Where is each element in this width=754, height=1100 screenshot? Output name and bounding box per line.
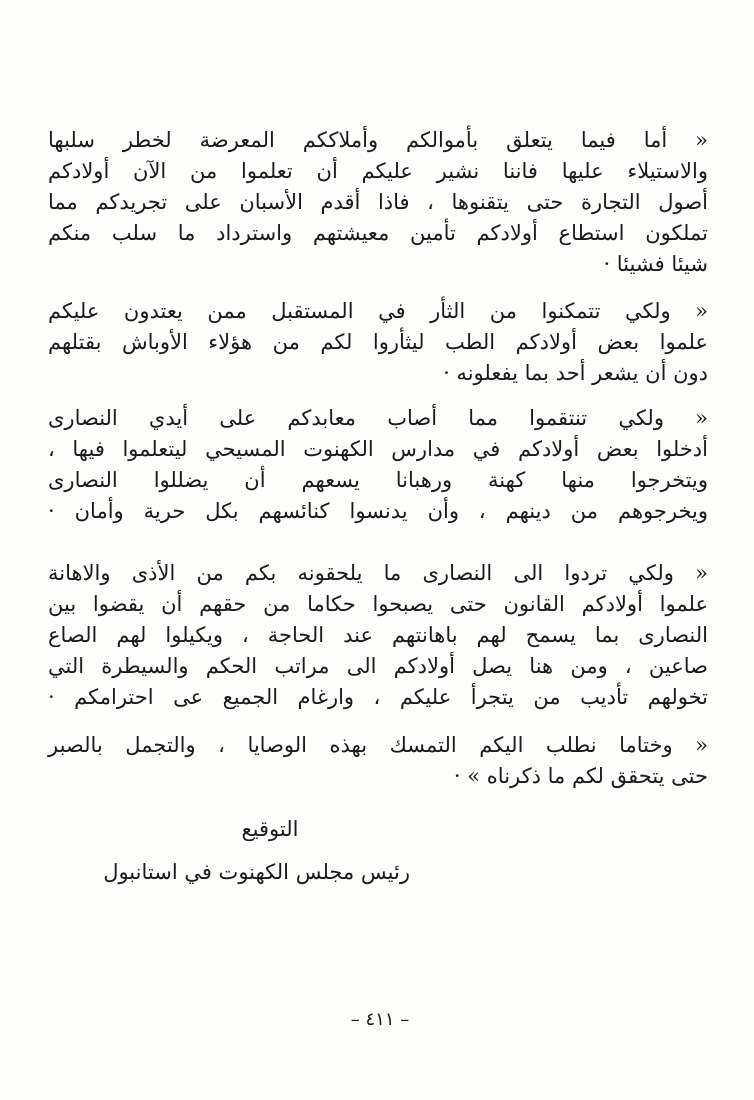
paragraph-1 [48, 125, 708, 280]
text-line: ويخرجوهم من دينهم ، وأن يدنسوا كنائسهم بكل حرية وأمان · [48, 499, 708, 523]
text-line: دون أن يشعر أحد بما يفعلونه · [443, 361, 708, 385]
text-line: تملكون استطاع أولادكم تأمين معيشتهم واسترداد ما سلب منكم [48, 221, 708, 245]
text-line: النصارى بما يسمح لهم باهانتهم عند الحاجة ، ويكيلوا لهم الصاع [48, 623, 708, 647]
text-line: « ولكي تردوا الى النصارى ما يلحقونه بكم من الأذى والاهانة [48, 561, 708, 585]
text-line: أصول التجارة حتى يتقنوها ، فاذا أقدم الأسبان على تجريدكم مما [48, 190, 708, 214]
text-line: « ولكي تتمكنوا من الثأر في المستقبل ممن يعتدون عليكم [48, 299, 708, 323]
text-line: « وختاما نطلب اليكم التمسك بهذه الوصايا ، والتجمل بالصبر [48, 733, 708, 757]
paragraph-4 [48, 558, 708, 713]
text-line: « أما فيما يتعلق بأموالكم وأملاككم المعرضة لخطر سلبها [48, 128, 708, 152]
paragraph-5 [48, 730, 708, 792]
text-line: ويتخرجوا منها كهنة ورهبانا يسعهم أن يضللوا النصارى [48, 468, 708, 492]
text-line: والاستيلاء عليها فاننا نشير عليكم أن تعلموا من الآن أولادكم [48, 159, 708, 183]
text-line: علموا أولادكم القانون حتى يصبحوا حكاما من حقهم أن يقضوا بين [48, 592, 708, 616]
paragraph-3 [48, 403, 708, 527]
text-line: شيئا فشيئا · [603, 252, 708, 276]
text-line: « ولكي تنتقموا مما أصاب معابدكم على أيدي النصارى [48, 406, 708, 430]
text-line: حتى يتحقق لكم ما ذكرناه » · [453, 764, 708, 788]
text-line: صاعين ، ومن هنا يصل أولادكم الى مراتب الحكم والسيطرة التي [48, 654, 708, 678]
text-line: تخولهم تأديب من يتجرأ عليكم ، وارغام الجميع عى احترامكم · [48, 685, 708, 709]
text-line: علموا بعض أولادكم الطب ليثأروا لكم من هؤلاء الأوباش بقتلهم [48, 330, 708, 354]
signature-name: رئيس مجلس الكهنوت في استانبول [103, 860, 410, 884]
text-line: أدخلوا بعض أولادكم في مدارس الكهنوت المسيحي ليتعلموا فيها ، [48, 437, 708, 461]
page-number: – ٤١١ – [350, 1009, 410, 1030]
signature-title: التوقيع [241, 817, 299, 841]
paragraph-2 [48, 296, 708, 389]
